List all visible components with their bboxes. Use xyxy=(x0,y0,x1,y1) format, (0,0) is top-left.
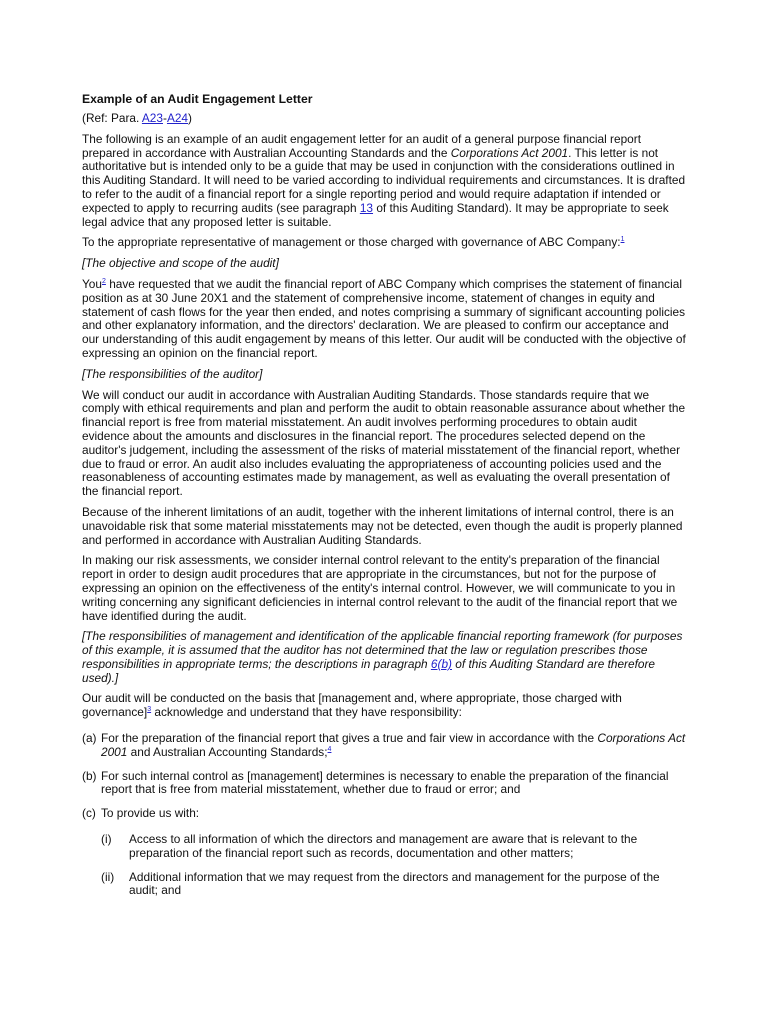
intro-text-3: of this Auditing Standard). It may be appropriate to seek legal advice that any proposed letter is suitable. xyxy=(82,200,669,229)
ref-link-a24[interactable]: A24 xyxy=(166,111,189,125)
objective-text: have requested that we audit the financial report of ABC Company which comprises the statement of financial position as at 30 June 20X1 and the statement of comprehensive income, statement of changes in equity and statement of cash flows for the year then ended, and notes comprising a summary of significant accounting policies and other explanatory information, and the directors' declaration. We are pleased to confirm our acceptance and our understanding of this audit engagement by means of this letter. Our audit will be conducted with the objective of expressing an opinion on the financial report. xyxy=(82,276,686,360)
paragraph-13-link[interactable]: 13 xyxy=(359,200,374,215)
list-item-a-text-2: and Australian Accounting Standards; xyxy=(127,744,328,759)
intro-paragraph xyxy=(82,133,686,230)
sub-list-item-text: Additional information that we may request from the directors and management for the purpose of the audit; and xyxy=(129,869,660,898)
document-page xyxy=(82,92,686,908)
ref-suffix: ) xyxy=(188,111,192,125)
list-item-label: (c) xyxy=(82,806,96,821)
management-note-text-2: of this Auditing Standard are therefore used).] xyxy=(82,656,655,685)
intro-act-name: Corporations Act 2001 xyxy=(450,145,569,160)
sub-list-item-text: Access to all information of which the directors and management are aware that is relevant to the preparation of the financial report such as records, documentation and other matters; xyxy=(129,832,638,860)
management-note-text-1: [The responsibilities of management and identification of the applicable financial reporting framework (for purposes of this example, it is assumed that the auditor has not determined that the law or regulation prescribes those responsibilities in appropriate terms; the descriptions in paragraph xyxy=(82,629,683,671)
ref-dash: - xyxy=(162,111,167,125)
ref-link-a23[interactable]: A23 xyxy=(141,111,163,125)
management-note-paragraph xyxy=(82,630,686,685)
addressee-paragraph xyxy=(82,236,686,250)
list-item-text: For such internal control as [management] determines is necessary to enable the preparation of the financial report that is free from material misstatement, whether due to fraud or error; and xyxy=(101,768,669,797)
ref-prefix: (Ref: Para. xyxy=(82,111,142,125)
list-item xyxy=(82,807,686,821)
paragraph-6b-link[interactable]: 6(b) xyxy=(430,656,452,671)
auditor-paragraph-1: We will conduct our audit in accordance with Australian Auditing Standards. Those standards require that we comply with ethical requirements and plan and perform the audit to obtain reasonable assurance about whether the financial report is free from material misstatement. An audit involves performing procedures to obtain audit evidence about the amounts and disclosures in the financial report. The procedures selected depend on the auditor's judgement, including the assessment of the risks of material misstatement of the financial report, whether due to fraud or error. An audit also includes evaluating the appropriateness of accounting policies used and the reasonableness of accounting estimates made by management, as well as evaluating the overall presentation of the financial report. xyxy=(82,387,686,499)
sub-list-item xyxy=(101,871,686,899)
objective-you: You xyxy=(82,276,102,291)
addressee-text: To the appropriate representative of management or those charged with governance of ABC Company: xyxy=(82,235,621,250)
reference-line xyxy=(82,112,686,126)
objective-heading: [The objective and scope of the audit] xyxy=(82,256,279,271)
auditor-paragraph-2: Because of the inherent limitations of an audit, together with the inherent limitations of internal control, there is an unavoidable risk that some material misstatements may not be detected, even though the audit is properly planned and performed in accordance with Australian Auditing Standards. xyxy=(82,504,683,547)
list-item-label: (b) xyxy=(82,768,97,783)
footnote-1-link[interactable]: 1 xyxy=(620,236,625,244)
basis-paragraph xyxy=(82,692,686,720)
sub-list-item xyxy=(101,833,686,861)
intro-text-1: The following is an example of an audit engagement letter for an audit of a general purpose financial report prepared in accordance with Australian Accounting Standards and the xyxy=(82,131,641,160)
list-item-label: (a) xyxy=(82,731,97,746)
page-title: Example of an Audit Engagement Letter xyxy=(82,92,313,106)
list-item-text: To provide us with: xyxy=(101,806,200,821)
list-item-a-act-name: Corporations Act 2001 xyxy=(101,731,686,759)
objective-paragraph xyxy=(82,278,686,361)
list-item-a-text-1: For the preparation of the financial report that gives a true and fair view in accordance with the xyxy=(101,731,598,746)
list-item-text xyxy=(101,732,686,760)
intro-text-2: . This letter is not authoritative but is intended only to be a guide that may be used in conjunction with the considerations outlined in this Auditing Standard. It will need to be varied according to individual requirements and circumstances. It is drafted to refer to the audit of a financial report for a single reporting period and would require adaptation if intended or expected to apply to recurring audits (see paragraph xyxy=(82,145,686,215)
auditor-paragraph-3: In making our risk assessments, we consider internal control relevant to the entity's preparation of the financial report in order to design audit procedures that are appropriate in the circumstances, but not for the purpose of expressing an opinion on the effectiveness of the entity's internal control. However, we will communicate to you in writing concerning any significant deficiencies in internal control relevant to the audit of the financial report that we have identified during the audit. xyxy=(82,553,678,623)
basis-text-2: acknowledge and understand that they have responsibility: xyxy=(151,705,462,720)
list-item xyxy=(82,732,686,760)
sub-list-item-label: (ii) xyxy=(101,869,115,884)
auditor-heading: [The responsibilities of the auditor] xyxy=(82,366,263,381)
footnote-4-link[interactable]: 4 xyxy=(327,745,332,753)
sub-list-item-label: (i) xyxy=(101,832,112,847)
basis-text-1: Our audit will be conducted on the basis that [management and, where appropriate, those charged with governance] xyxy=(82,691,622,720)
footnote-2-link[interactable]: 2 xyxy=(102,278,106,286)
footnote-3-link[interactable]: 3 xyxy=(147,706,152,714)
list-item xyxy=(82,770,686,798)
